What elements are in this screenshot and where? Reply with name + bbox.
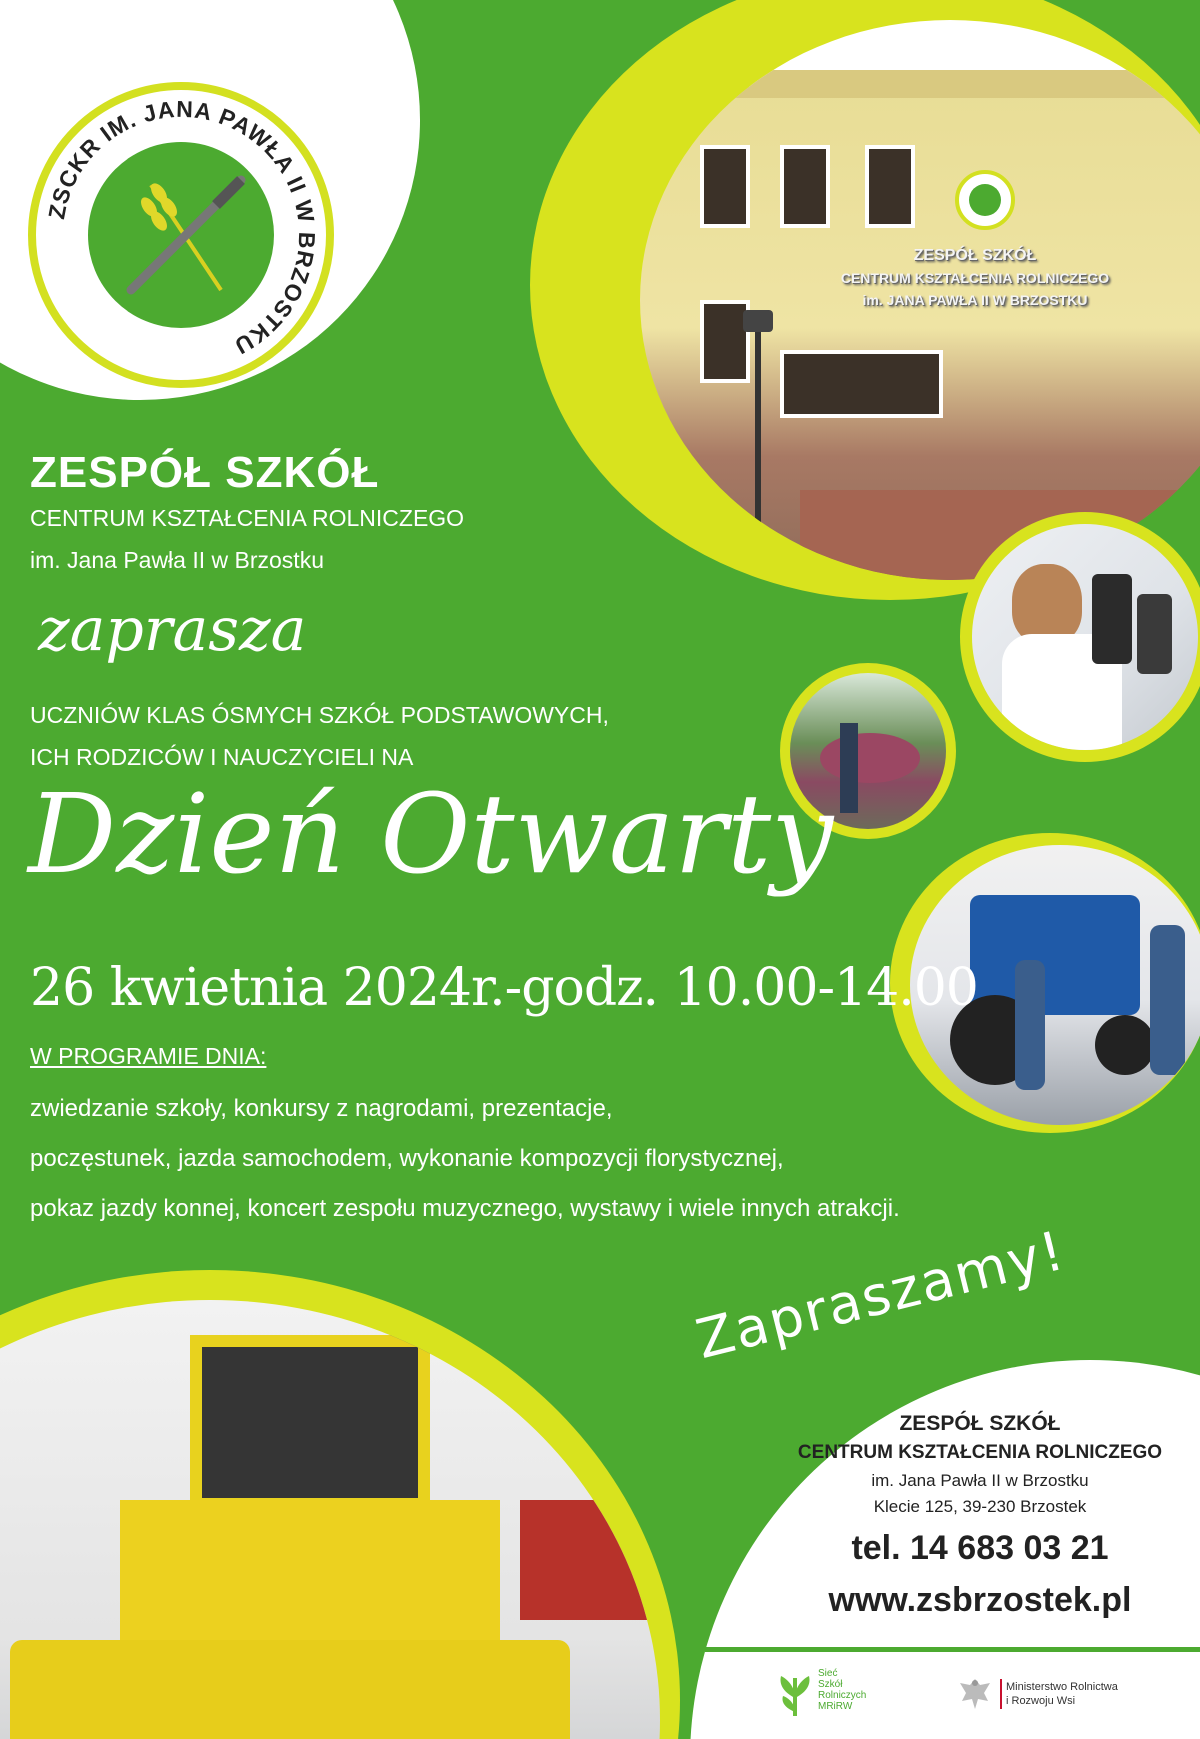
building-roofline [640, 70, 1200, 98]
school-title: ZESPÓŁ SZKÓŁ [30, 448, 380, 497]
network-logo-text [818, 1668, 866, 1712]
network-line-3: Rolniczych [818, 1690, 867, 1701]
contact-address: Klecie 125, 39-230 Brzostek [873, 1497, 1087, 1516]
contact-title: ZESPÓŁ SZKÓŁ [899, 1412, 1061, 1435]
sign-line-3: im. JANA PAWŁA II W BRZOSTKU [862, 292, 1088, 308]
event-date-time: 26 kwietnia 2024r.-godz. 10.00-14.00 [30, 958, 978, 1018]
audience-line-2: ICH RODZICÓW I NAUCZYCIELI NA [30, 744, 414, 770]
student [1015, 960, 1045, 1090]
building-sign [810, 245, 1140, 311]
school-patron: im. Jana Pawła II w Brzostku [30, 547, 324, 573]
contact-line-3: im. Jana Pawła II w Brzostku [871, 1471, 1089, 1490]
program-line-1: zwiedzanie szkoły, konkursy z nagrodami, prezentacje, [30, 1095, 613, 1122]
combine-cab [190, 1335, 430, 1510]
microscope-photo [972, 524, 1198, 750]
combine-harvester-photo [0, 1300, 660, 1739]
combine-header [10, 1640, 570, 1739]
logo-ring-text [28, 82, 334, 388]
microscope [1092, 574, 1132, 664]
eagle-emblem-icon [958, 1675, 992, 1713]
red-machine [520, 1500, 650, 1620]
lamp-post [755, 330, 761, 560]
contact-line-2: CENTRUM KSZTAŁCENIA ROLNICZEGO [797, 1442, 1163, 1463]
student-hair [1012, 564, 1082, 644]
contact-phone[interactable]: tel. 14 683 03 21 [851, 1529, 1109, 1567]
network-line-2: Szkół [818, 1679, 843, 1690]
contact-block [760, 1410, 1200, 1624]
pen-icon [131, 180, 241, 290]
sign-line-2: CENTRUM KSZTAŁCENIA ROLNICZEGO [840, 270, 1110, 286]
invite-word: zaprasza [38, 595, 307, 665]
building-window [780, 145, 830, 228]
building-window [865, 145, 915, 228]
combine-body [120, 1500, 500, 1660]
student [1150, 925, 1185, 1075]
sign-line-1: ZESPÓŁ SZKÓŁ [913, 247, 1037, 264]
program-heading: W PROGRAMIE DNIA: [30, 1043, 267, 1069]
logo-ring-label: ZSCKR IM. JANA PAWŁA II W BRZOSTKU [43, 95, 321, 360]
building-window [700, 145, 750, 228]
program-line-2: poczęstunek, jazda samochodem, wykonanie kompozycji florystycznej, [30, 1145, 784, 1172]
event-name: Dzień Otwarty [28, 770, 834, 898]
network-line-1: Sieć [818, 1668, 838, 1679]
person [840, 723, 858, 813]
school-subtitle: CENTRUM KSZTAŁCENIA ROLNICZEGO [30, 505, 465, 531]
network-logo-icon [775, 1668, 815, 1718]
tractor-wheel [1095, 1015, 1155, 1075]
ministry-line-2: i Rozwoju Wsi [1006, 1695, 1076, 1707]
building-window [780, 350, 943, 418]
program-line-3: pokaz jazdy konnej, koncert zespołu muzycznego, wystawy i wiele innych atrakcji. [30, 1195, 900, 1222]
contact-website[interactable]: www.zsbrzostek.pl [828, 1581, 1132, 1619]
lamp-head [743, 310, 773, 332]
closing-word: Zapraszamy! [690, 1218, 1072, 1372]
ministry-divider [1000, 1679, 1002, 1709]
ministry-logo-text [1006, 1680, 1118, 1708]
ministry-line-1: Ministerstwo Rolnictwa [1006, 1681, 1118, 1693]
wall-emblem [955, 170, 1015, 230]
footer-divider [705, 1647, 1200, 1652]
flower-arrangement [820, 733, 920, 783]
audience-line-1: UCZNIÓW KLAS ÓSMYCH SZKÓŁ PODSTAWOWYCH, [30, 702, 609, 728]
microscope [1137, 594, 1172, 674]
network-line-4: MRiRW [818, 1701, 853, 1712]
